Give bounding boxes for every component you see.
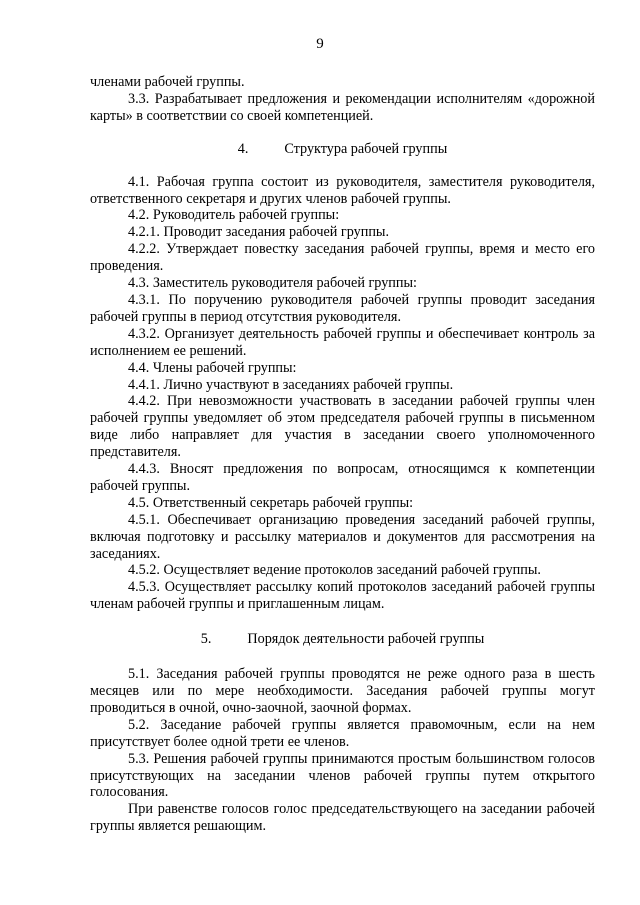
paragraph: 4.1. Рабочая группа состоит из руководителя, заместителя руководителя, ответственного секретаря и других членов рабочей группы. [90, 173, 595, 207]
paragraph: При равенстве голосов голос председательствующего на заседании рабочей группы является решающим. [90, 801, 595, 835]
paragraph: 4.3.1. По поручению руководителя рабочей группы проводит заседания рабочей группы в период отсутствия руководителя. [90, 291, 595, 325]
section-title: Структура рабочей группы [284, 140, 448, 157]
section-number: 4. [237, 140, 249, 157]
paragraph: 4.5.1. Обеспечивает организацию проведения заседаний рабочей группы, включая подготовку и рассылку материалов и документов для рассмотрения на заседаниях. [90, 511, 595, 562]
paragraph: 4.2.1. Проводит заседания рабочей группы. [128, 224, 389, 241]
paragraph: 4.2. Руководитель рабочей группы: [128, 207, 340, 224]
paragraph: членами рабочей группы. [90, 74, 245, 90]
section-number: 5. [200, 631, 212, 648]
paragraph: 5.3. Решения рабочей группы принимаются простым большинством голосов присутствующих на заседании членов рабочей группы путем открытого голосования. [90, 750, 595, 801]
document-body [90, 74, 595, 835]
paragraph: 4.4.3. Вносят предложения по вопросам, относящимся к компетенции рабочей группы. [90, 461, 595, 494]
section-title: Порядок деятельности рабочей группы [247, 631, 485, 648]
paragraph: 5.1. Заседания рабочей группы проводятся не реже одного раза в шесть месяцев или по мере необходимости. Заседания рабочей группы могут проводиться в очной, очно-заочной, заочной формах. [90, 666, 595, 716]
section-heading-5 [90, 631, 595, 648]
paragraph: 4.4.1. Лично участвуют в заседаниях рабочей группы. [128, 376, 454, 393]
paragraph: 4.5.3. Осуществляет рассылку копий протоколов заседаний рабочей группы членам рабочей группы и приглашенным лицам. [90, 579, 595, 613]
paragraph: 5.2. Заседание рабочей группы является правомочным, если на нем присутствует более одной трети ее членов. [90, 716, 595, 750]
paragraph: 4.3.2. Организует деятельность рабочей группы и обеспечивает контроль за исполнением ее решений. [90, 325, 595, 359]
section-heading-4 [90, 141, 595, 158]
paragraph: 4.2.2. Утверждает повестку заседания рабочей группы, время и место его проведения. [90, 241, 595, 275]
page-number: 9 [316, 36, 324, 52]
paragraph: 4.4. Члены рабочей группы: [128, 359, 297, 376]
paragraph: 4.5. Ответственный секретарь рабочей группы: [128, 494, 414, 511]
paragraph: 4.3. Заместитель руководителя рабочей группы: [128, 275, 417, 292]
paragraph: 4.5.2. Осуществляет ведение протоколов заседаний рабочей группы. [128, 562, 541, 579]
paragraph: 4.4.2. При невозможности участвовать в заседании рабочей группы член рабочей группы уведомляет об этом председателя рабочей группы в письменном виде либо направляет для участия в заседании своего уполномоченного представителя. [90, 393, 595, 461]
paragraph: 3.3. Разрабатывает предложения и рекомендации исполнителям «дорожной карты» в соответствии со своей компетенцией. [90, 90, 595, 124]
